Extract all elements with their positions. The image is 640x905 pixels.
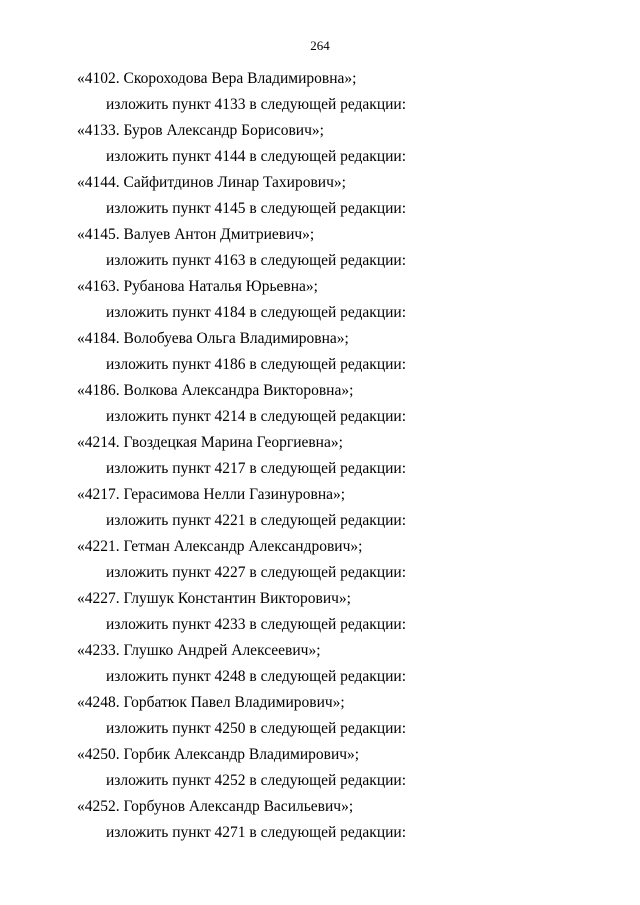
- instruction-line: изложить пункт 4233 в следующей редакции:: [106, 616, 407, 633]
- entry-line: «4252. Горбунов Александр Васильевич»;: [77, 798, 354, 815]
- entry-line: «4186. Волкова Александра Викторовна»;: [77, 382, 354, 399]
- entry-line: «4227. Глушук Константин Викторович»;: [77, 590, 351, 607]
- page-number: 264: [310, 38, 330, 53]
- instruction-line: изложить пункт 4250 в следующей редакции:: [106, 720, 407, 737]
- instruction-line: изложить пункт 4252 в следующей редакции:: [106, 772, 407, 789]
- instruction-line: изложить пункт 4145 в следующей редакции:: [106, 200, 407, 217]
- instruction-line: изложить пункт 4133 в следующей редакции:: [106, 96, 407, 113]
- entry-line: «4144. Сайфитдинов Линар Тахирович»;: [77, 174, 346, 191]
- instruction-line: изложить пункт 4227 в следующей редакции:: [106, 564, 407, 581]
- document-body: [0, 66, 640, 846]
- entry-line: «4217. Герасимова Нелли Газинуровна»;: [77, 486, 346, 503]
- entry-line: «4163. Рубанова Наталья Юрьевна»;: [77, 278, 318, 295]
- instruction-line: изложить пункт 4163 в следующей редакции:: [106, 252, 407, 269]
- entry-line: «4248. Горбатюк Павел Владимирович»;: [77, 694, 345, 711]
- instruction-line: изложить пункт 4217 в следующей редакции:: [106, 460, 407, 477]
- entry-line: «4184. Волобуева Ольга Владимировна»;: [77, 330, 349, 347]
- entry-line: «4145. Валуев Антон Дмитриевич»;: [77, 226, 315, 243]
- entry-line: «4133. Буров Александр Борисович»;: [77, 122, 324, 139]
- instruction-line: изложить пункт 4184 в следующей редакции:: [106, 304, 407, 321]
- entry-line: «4221. Гетман Александр Александрович»;: [77, 538, 363, 555]
- entry-line: «4233. Глушко Андрей Алексеевич»;: [77, 642, 321, 659]
- entry-line: «4214. Гвоздецкая Марина Георгиевна»;: [77, 434, 343, 451]
- instruction-line: изложить пункт 4144 в следующей редакции:: [106, 148, 407, 165]
- instruction-line: изложить пункт 4186 в следующей редакции:: [106, 356, 407, 373]
- instruction-line: изложить пункт 4214 в следующей редакции:: [106, 408, 407, 425]
- entry-line: «4250. Горбик Александр Владимирович»;: [77, 746, 360, 763]
- instruction-line: изложить пункт 4221 в следующей редакции:: [106, 512, 407, 529]
- entry-line: «4102. Скороходова Вера Владимировна»;: [77, 70, 357, 87]
- instruction-line: изложить пункт 4248 в следующей редакции:: [106, 668, 407, 685]
- instruction-line: изложить пункт 4271 в следующей редакции:: [106, 824, 407, 841]
